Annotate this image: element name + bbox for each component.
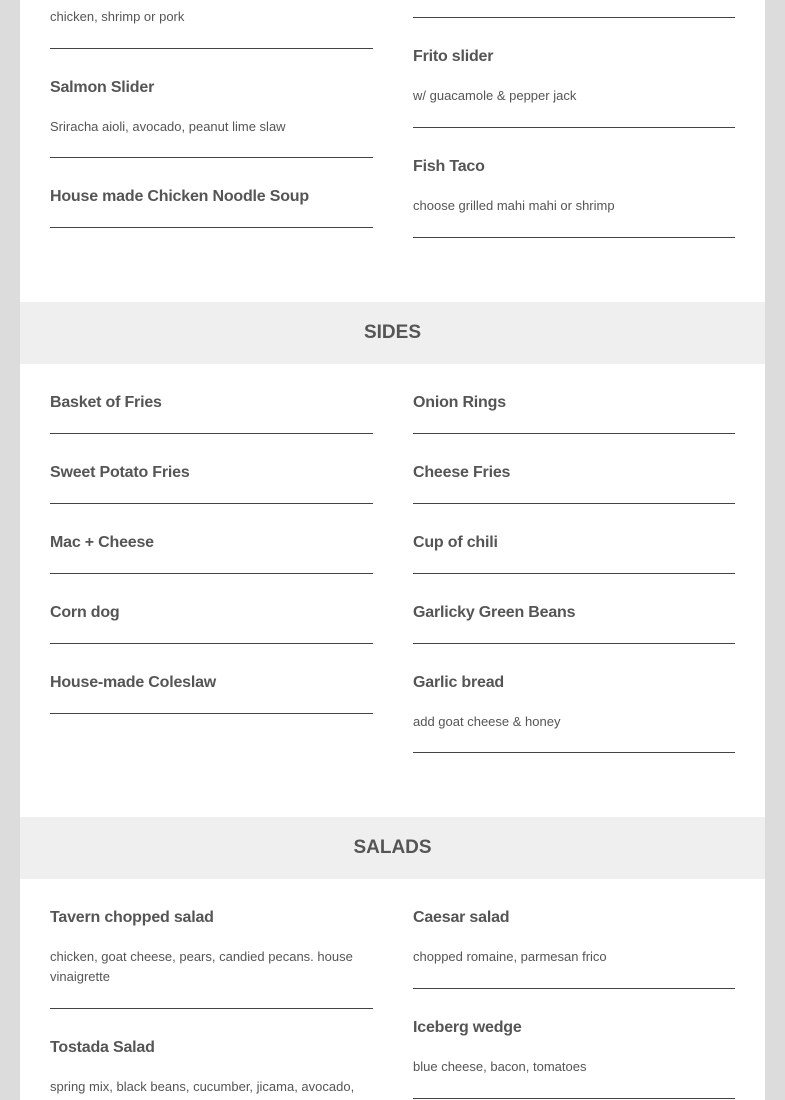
item-divider: [413, 503, 735, 504]
menu-item-name: Garlicky Green Beans: [413, 604, 576, 621]
item-divider: [50, 157, 373, 158]
sides-left-column: [50, 364, 373, 724]
salads-section-header: SALADS: [20, 817, 765, 879]
menu-item-description: w/ guacamole & pepper jack: [413, 88, 577, 103]
menu-item-name: Tostada Salad: [50, 1039, 155, 1056]
item-divider: [50, 643, 373, 644]
item-divider: [50, 503, 373, 504]
item-divider: [413, 127, 735, 128]
menu-item-name: Salmon Slider: [50, 79, 155, 96]
menu-item-name: Fish Taco: [413, 158, 485, 175]
sides-section-header: SIDES: [20, 302, 765, 364]
top-right-column: [413, 0, 735, 240]
item-divider: [413, 433, 735, 434]
menu-item-description: add goat cheese & honey: [413, 714, 561, 729]
item-divider: [50, 433, 373, 434]
salads-left-column: [50, 879, 373, 1100]
item-divider: [413, 1098, 735, 1099]
item-divider: [50, 1008, 373, 1009]
menu-item-name: Tavern chopped salad: [50, 909, 214, 926]
menu-item-name: Frito slider: [413, 48, 494, 65]
item-divider: [413, 17, 735, 18]
item-divider: [413, 237, 735, 238]
menu-item-name: Corn dog: [50, 604, 120, 621]
menu-item-name: Cup of chili: [413, 534, 498, 551]
menu-item-name: Basket of Fries: [50, 394, 162, 411]
menu-item-description: chicken, goat cheese, pears, candied pecans. house vinaigrette: [50, 949, 353, 984]
menu-item-name: Iceberg wedge: [413, 1019, 522, 1036]
item-divider: [50, 573, 373, 574]
menu-page: [20, 0, 765, 1100]
menu-item-description: blue cheese, bacon, tomatoes: [413, 1059, 587, 1074]
item-divider: [413, 988, 735, 989]
menu-item-name: House made Chicken Noodle Soup: [50, 188, 309, 205]
menu-item-name: Garlic bread: [413, 674, 504, 691]
item-divider: [413, 573, 735, 574]
menu-item-description: chicken, shrimp or pork: [50, 9, 185, 24]
salads-right-column: [413, 879, 735, 1100]
menu-item-name: Cheese Fries: [413, 464, 511, 481]
menu-item-name: Caesar salad: [413, 909, 510, 926]
menu-item-name: Sweet Potato Fries: [50, 464, 190, 481]
sides-right-column: [413, 364, 735, 764]
item-divider: [50, 48, 373, 49]
item-divider: [50, 227, 373, 228]
item-divider: [413, 752, 735, 753]
item-divider: [50, 713, 373, 714]
menu-item-description: choose grilled mahi mahi or shrimp: [413, 198, 615, 213]
menu-item-name: Onion Rings: [413, 394, 506, 411]
menu-item-description: Sriracha aioli, avocado, peanut lime slaw: [50, 119, 286, 134]
menu-item-description: spring mix, black beans, cucumber, jicama, avocado,: [50, 1079, 355, 1094]
menu-item-name: House-made Coleslaw: [50, 674, 217, 691]
menu-item-description: chopped romaine, parmesan frico: [413, 949, 607, 964]
top-left-column: [50, 0, 373, 240]
menu-item-name: Mac + Cheese: [50, 534, 154, 551]
item-divider: [413, 643, 735, 644]
